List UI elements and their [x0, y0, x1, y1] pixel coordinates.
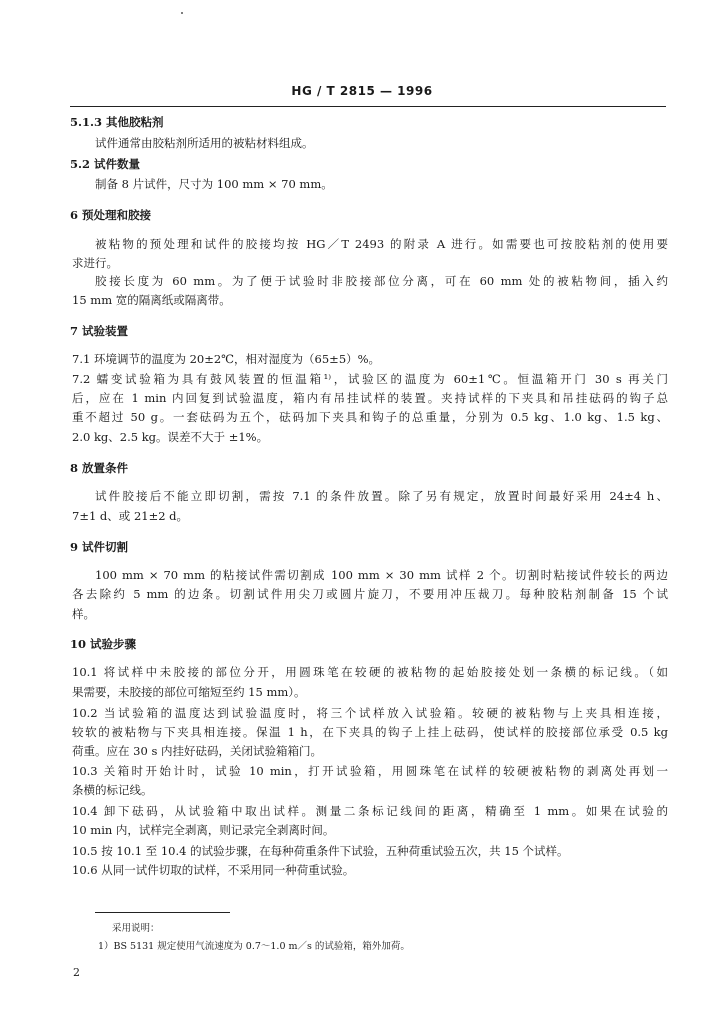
section-7-2-line1: 7.2 蠕变试验箱为具有鼓风装置的恒温箱¹⁾，试验区的温度为 60±1℃。恒温箱开门 30 s 再关门 — [72, 372, 668, 386]
footnote-1: 1）BS 5131 规定使用气流速度为 0.7～1.0 m／s 的试验箱，箱外加荷。 — [98, 941, 410, 952]
section-10-4-line1: 10.4 卸下砝码，从试验箱中取出试样。测量二条标记线间的距离，精确至 1 mm。如果在试验的 — [72, 804, 668, 818]
section-7-2-line3: 重不超过 50 g。一套砝码为五个，砝码加下夹具和钩子的总重量，分别为 0.5 kg、1.0 kg、1.5 kg、 — [72, 410, 668, 424]
section-6-heading: 6 预处理和胶接 — [70, 208, 152, 222]
section-5-1-3-heading: 5.1.3 其他胶粘剂 — [70, 115, 164, 129]
section-10-4-line2: 10 min 内，试样完全剥离，则记录完全剥离时间。 — [72, 823, 335, 837]
section-10-5: 10.5 按 10.1 至 10.4 的试验步骤，在每种荷重条件下试验，五种荷重试验五次，共 15 个试样。 — [72, 844, 569, 858]
section-5-2-heading: 5.2 试件数量 — [70, 157, 141, 171]
section-10-3-line1: 10.3 关箱时开始计时，试验 10 min，打开试验箱，用圆珠笔在试样的较硬被粘物的剥离处再划一 — [72, 764, 668, 778]
section-10-2-line3: 荷重。应在 30 s 内挂好砝码，关闭试验箱箱门。 — [72, 744, 322, 758]
footnote-rule — [95, 912, 230, 913]
section-6-para1-line2: 求进行。 — [72, 256, 118, 270]
section-10-1-line1: 10.1 将试样中未胶接的部位分开，用圆珠笔在较硬的被粘物的起始胶接处划一条横的标记线。（如 — [72, 665, 668, 679]
section-7-2-line4: 2.0 kg、2.5 kg。误差不大于 ±1%。 — [72, 430, 269, 444]
section-9-line3: 样。 — [72, 607, 95, 621]
section-7-2-line2: 后，应在 1 min 内回复到试验温度，箱内有吊挂试样的装置。夹持试样的下夹具和吊挂砝码的钩子总 — [72, 391, 668, 405]
section-9-line2: 各去除约 5 mm 的边条。切割试件用尖刀或圆片旋刀，不要用冲压裁刀。每种胶粘剂制备 15 个试 — [72, 587, 668, 601]
header-rule — [70, 106, 666, 107]
section-6-para2-line1: 胶接长度为 60 mm。为了便于试验时非胶接部位分离，可在 60 mm 处的被粘物间，插入约 — [95, 274, 668, 288]
section-10-2-line1: 10.2 当试验箱的温度达到试验温度时，将三个试样放入试验箱。较硬的被粘物与上夹具相连接， — [72, 706, 668, 720]
section-9-heading: 9 试件切割 — [70, 540, 129, 554]
section-6-para1-line1: 被粘物的预处理和试件的胶接均按 HG／T 2493 的附录 A 进行。如需要也可按胶粘剂的使用要 — [95, 237, 668, 251]
section-10-3-line2: 条横的标记线。 — [72, 783, 153, 797]
footnote-title: 采用说明： — [112, 923, 160, 934]
section-10-1-line2: 果需要，未胶接的部位可缩短至约 15 mm）。 — [72, 685, 306, 699]
section-9-line1: 100 mm × 70 mm 的粘接试件需切割成 100 mm × 30 mm 试样 2 个。切割时粘接试件较长的两边 — [95, 568, 668, 582]
section-5-1-3-body: 试件通常由胶粘剂所适用的被粘材料组成。 — [95, 136, 314, 150]
section-8-line1: 试件胶接后不能立即切割，需按 7.1 的条件放置。除了另有规定，放置时间最好采用 24±4 h、 — [95, 489, 668, 503]
section-8-heading: 8 放置条件 — [70, 461, 129, 475]
section-10-heading: 10 试验步骤 — [70, 637, 137, 651]
scan-speck — [181, 12, 183, 14]
section-10-2-line2: 较软的被粘物与下夹具相连接。保温 1 h，在下夹具的钩子上挂上砝码，使试样的胶接部位承受 0.5 kg — [72, 725, 668, 739]
section-6-para2-line2: 15 mm 宽的隔离纸或隔离带。 — [72, 293, 231, 307]
page-header: HG / T 2815 — 1996 — [291, 84, 433, 98]
section-7-1: 7.1 环境调节的温度为 20±2℃，相对湿度为（65±5）%。 — [72, 352, 381, 366]
page-number: 2 — [73, 966, 80, 979]
section-7-heading: 7 试验装置 — [70, 324, 129, 338]
section-8-line2: 7±1 d、或 21±2 d。 — [72, 509, 189, 523]
section-5-2-body: 制备 8 片试件，尺寸为 100 mm × 70 mm。 — [95, 177, 333, 191]
section-10-6: 10.6 从同一试件切取的试样，不采用同一种荷重试验。 — [72, 863, 355, 877]
